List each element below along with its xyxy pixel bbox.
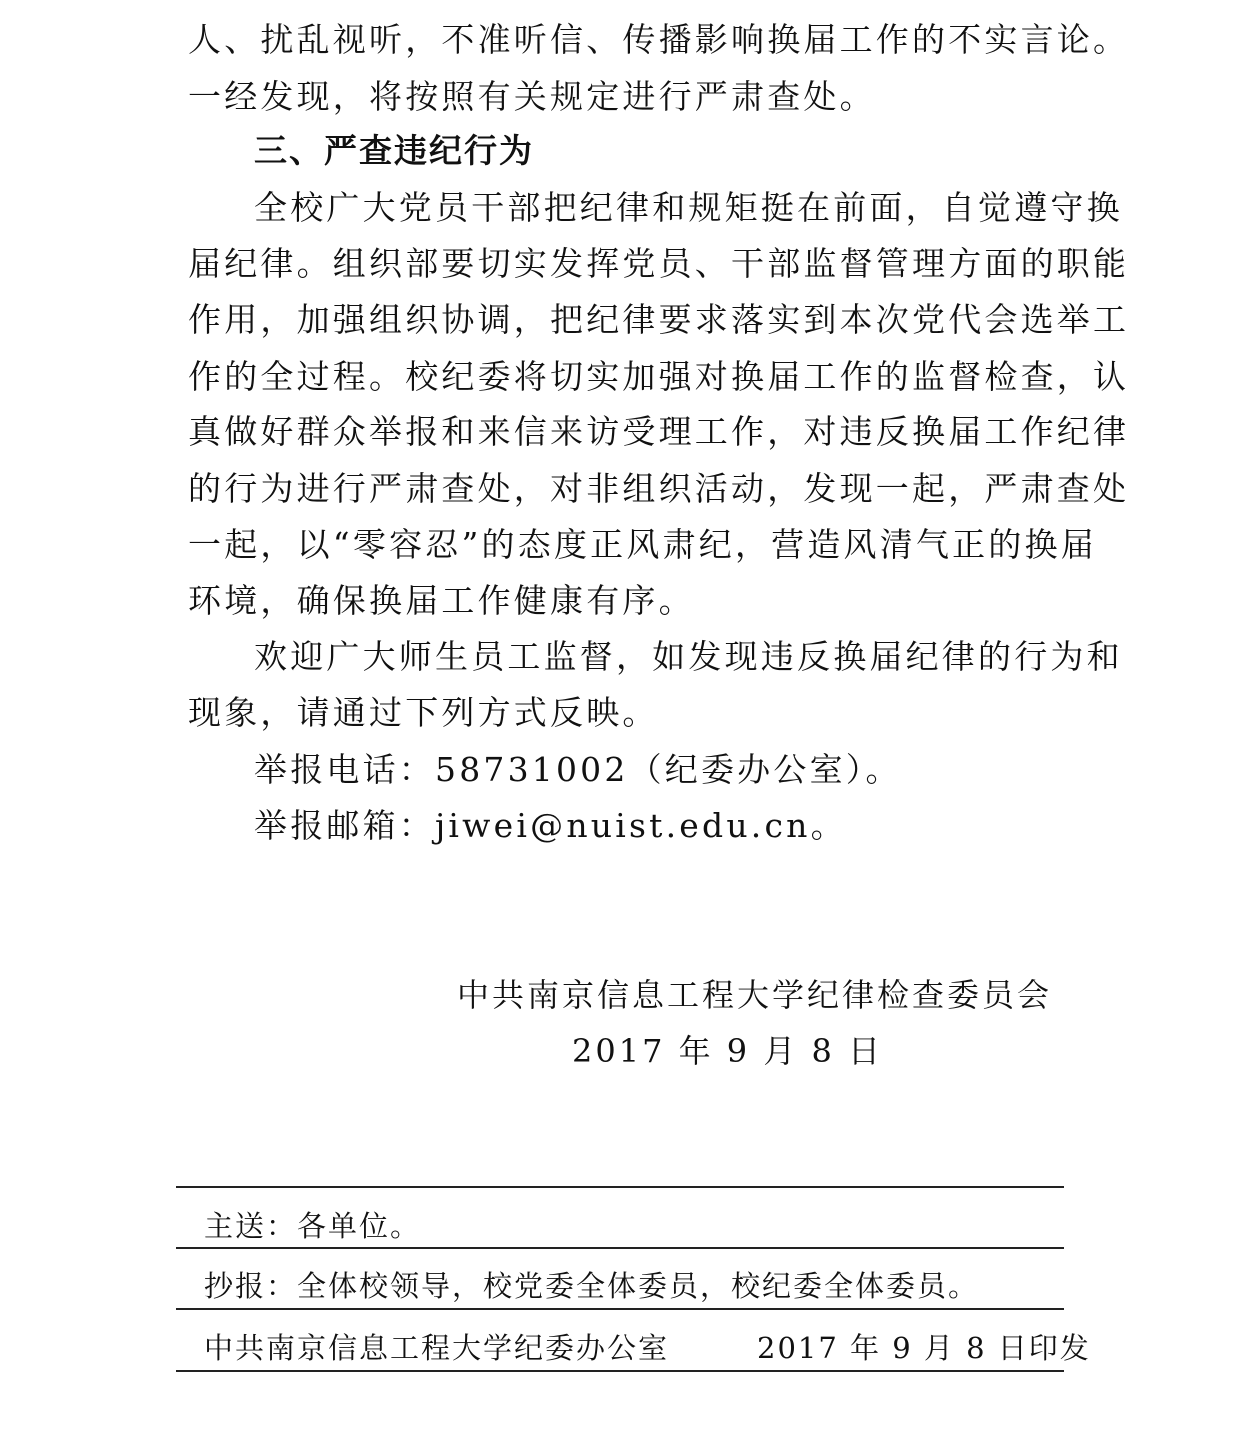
body-line: 现象，请通过下列方式反映。 bbox=[188, 693, 659, 732]
footer-cc: 抄报：全体校领导，校党委全体委员，校纪委全体委员。 bbox=[204, 1269, 980, 1303]
body-line: 一经发现，将按照有关规定进行严肃查处。 bbox=[188, 77, 876, 116]
body-line: 人、扰乱视听，不准听信、传播影响换届工作的不实言论。 bbox=[188, 20, 1130, 59]
body-line: 一起，以“零容忍”的态度正风肃纪，营造风清气正的换届 bbox=[188, 525, 1097, 564]
footer-divider bbox=[176, 1308, 1064, 1310]
body-line: 欢迎广大师生员工监督，如发现违反换届纪律的行为和 bbox=[254, 637, 1123, 676]
body-line: 环境，确保换届工作健康有序。 bbox=[188, 581, 695, 620]
footer-issuer: 中共南京信息工程大学纪委办公室 bbox=[204, 1331, 670, 1365]
footer-divider bbox=[176, 1247, 1064, 1249]
body-line: 作的全过程。校纪委将切实加强对换届工作的监督检查，认 bbox=[188, 357, 1130, 396]
body-line: 作用，加强组织协调，把纪律要求落实到本次党代会选举工 bbox=[188, 300, 1130, 339]
signature-date: 2017 年 9 月 8 日 bbox=[572, 1032, 884, 1070]
signature-org: 中共南京信息工程大学纪律检查委员会 bbox=[457, 976, 1053, 1014]
body-line: 届纪律。组织部要切实发挥党员、干部监督管理方面的职能 bbox=[188, 244, 1130, 283]
section-heading: 三、严查违纪行为 bbox=[254, 131, 534, 170]
body-line: 全校广大党员干部把纪律和规矩挺在前面，自觉遵守换 bbox=[254, 188, 1123, 227]
footer-divider bbox=[176, 1370, 1064, 1372]
body-line: 真做好群众举报和来信来访受理工作，对违反换届工作纪律 bbox=[188, 412, 1130, 451]
footer-issue-date: 2017 年 9 月 8 日印发 bbox=[757, 1331, 1091, 1365]
footer-send-to: 主送：各单位。 bbox=[204, 1209, 422, 1243]
body-line: 的行为进行严肃查处，对非组织活动，发现一起，严肃查处 bbox=[188, 469, 1130, 508]
report-phone: 举报电话：58731002（纪委办公室）。 bbox=[254, 750, 902, 789]
report-email: 举报邮箱：jiwei@nuist.edu.cn。 bbox=[254, 806, 847, 845]
footer-divider bbox=[176, 1186, 1064, 1188]
